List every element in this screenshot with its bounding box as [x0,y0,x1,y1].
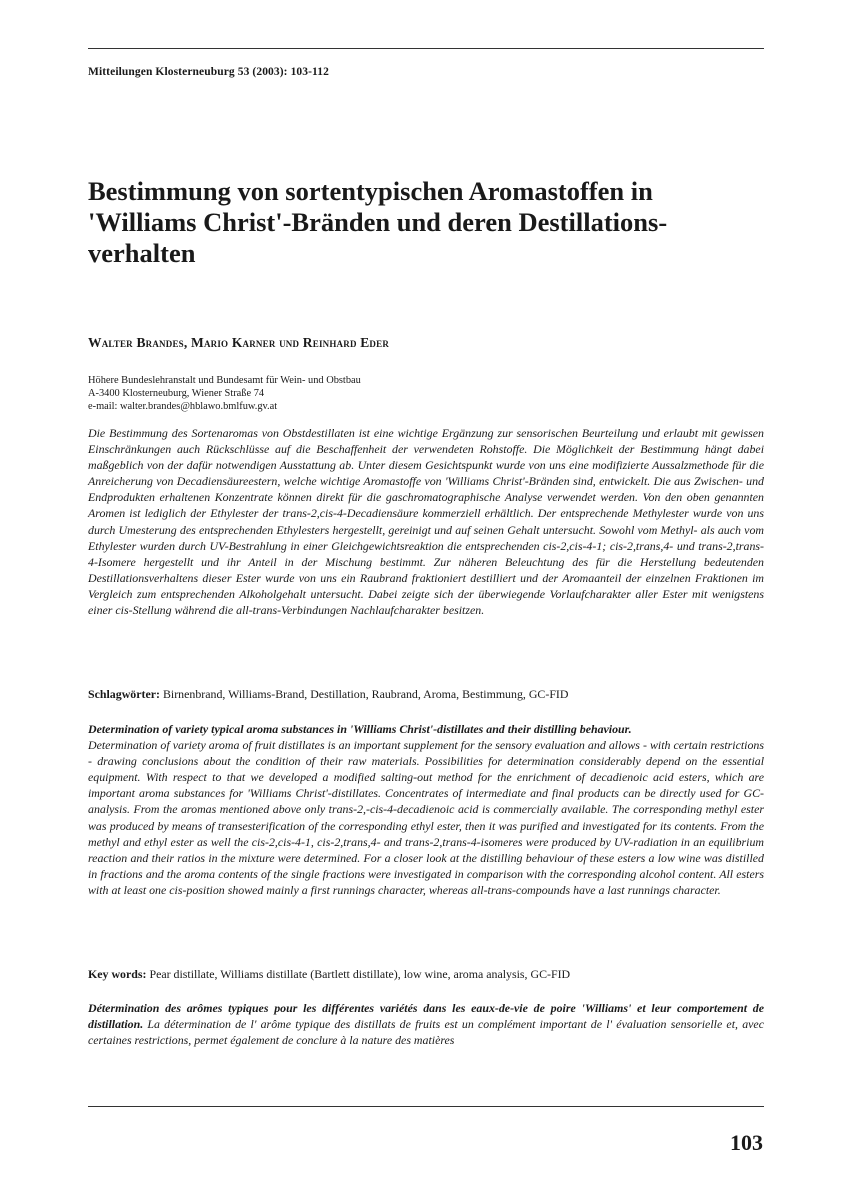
keywords-german-values: Birnenbrand, Williams-Brand, Destillation, Raubrand, Aroma, Bestimmung, GC-FID [162,687,569,701]
affiliation-address: A-3400 Klosterneuburg, Wiener Straße 74 [88,388,265,399]
keywords-german [88,686,764,702]
affiliation-email[interactable]: e-mail: walter.brandes@hblawo.bmlfuw.gv.at [88,401,278,412]
abstract-german: Die Bestimmung des Sortenaromas von Obstdestillaten ist eine wichtige Ergänzung zur sensorischen Beurteilung und erlaubt mit gewissen Einschränkungen auch Rückschlüsse auf die Beschaffenheit der verwendeten Rohstoffe. Die Möglichkeit der Bestimmung hängt dabei maßgeblich von der dafür notwendigen Ausstattung ab. Unter diesem Gesichtspunkt wurde von uns eine modifizierte Aussalzmethode für die Anreicherung von Decadiensäureestern, welche wichtige Aromastoffe von 'Williams Christ'-Bränden sind, entwickelt. Die aus Zwischen- und Endprodukten erhaltenen Konzentrate können direkt für die gaschromatographische Analyse verwendet werden. Von den oben genannten Aromen ist lediglich der Ethylester der trans-2,cis-4-Decadiensäure kommerziell erhältlich. Der entsprechende Methylester wurde von uns durch Umesterung des entsprechenden Ethylesters hergestellt, gereinigt und auf seinen Gehalt untersucht. Sowohl vom Methyl- als auch vom Ethylester wurden durch UV-Bestrahlung in einer Gleichgewichtsreaktion die entsprechenden cis-2,cis-4-1; cis-2,trans,4- und trans-2,trans-4-Isomere hergestellt und ihr Anteil in der Mischung bestimmt. Zur näheren Beleuchtung des für die Herstellung bedeutenden Destillationsverhaltens dieser Ester wurde von uns ein Raubrand fraktioniert destilliert und der Aromaanteil der einzelnen Fraktionen im Vergleich zum entsprechenden Alkoholgehalt untersucht. Dabei zeigte sich der überwiegende Vorlaufcharakter aller Ester mit wenigstens einer cis-Stellung während die all-trans-Verbindungen Nachlaufcharakter besitzen. [88,426,764,618]
abstract-french-text: La détermination de l' arôme typique des distillats de fruits est un complément important de l' évaluation sensorielle et, avec certaines restrictions, permet également de conclure à la nature des matières [88,1017,764,1048]
affiliation [88,374,361,413]
keywords-german-label: Schlagwörter: [88,687,160,701]
keywords-english-label: Key words: [88,967,147,981]
abstract-french [88,1000,764,1048]
author-list: Walter Brandes, Mario Karner und Reinhard Eder [88,335,390,350]
article-title: Bestimmung von sortentypischen Aromastoffen in 'Williams Christ'-Bränden und deren Destillations-verhalten [88,176,668,268]
top-rule [88,48,764,49]
page-number: 103 [730,1130,763,1155]
keywords-english [88,966,764,982]
abstract-english-title: Determination of variety typical aroma substances in 'Williams Christ'-distillates and their distilling behaviour. [88,722,632,736]
bottom-rule [88,1106,764,1107]
keywords-english-values: Pear distillate, Williams distillate (Bartlett distillate), low wine, aroma analysis, GC-FID [149,967,571,981]
affiliation-institute: Höhere Bundeslehranstalt und Bundesamt für Wein- und Obstbau [88,375,361,386]
abstract-english-text: Determination of variety aroma of fruit distillates is an important supplement for the sensory evaluation and allows - with certain restrictions - drawing conclusions about the condition of their raw materials. Possibilities for determination considerably depend on the essential equipment. With respect to that we developed a modified salting-out method for the enrichment of decadienoic acid esters, which are important aroma substances for 'Williams Christ'-distillates. Concentrates of intermediate and final products can be directly used for GC-analysis. From the aromas mentioned above only trans-2,-cis-4-decadienoic acid is commercially available. The corresponding methyl ester was produced by means of transesterification of the corresponding ethyl ester, then it was purified and investigated for its contents. From the methyl and ethyl ester as well the cis-2,cis-4-1, cis-2,trans,4- and trans-2,trans-4-isomeres were produced by UV-radiation in an equilibrium reaction and their ratios in the mixture were determined. For a closer look at the distilling behaviour of these esters a low wine was distilled in fractions and the aroma contents of the single fractions were investigated in comparison with the corresponding alcohol content. All esters with at least one cis-position showed mainly a first runnings character, whereas all-trans-compounds have a last runnings character. [88,738,764,897]
journal-citation: Mitteilungen Klosterneuburg 53 (2003): 103-112 [88,66,329,78]
abstract-french-title: Détermination des arômes typiques pour les différentes variétés dans les eaux-de-vie de poire 'Williams' et leur comportement de distillation. [88,1001,764,1032]
abstract-english [88,721,764,898]
